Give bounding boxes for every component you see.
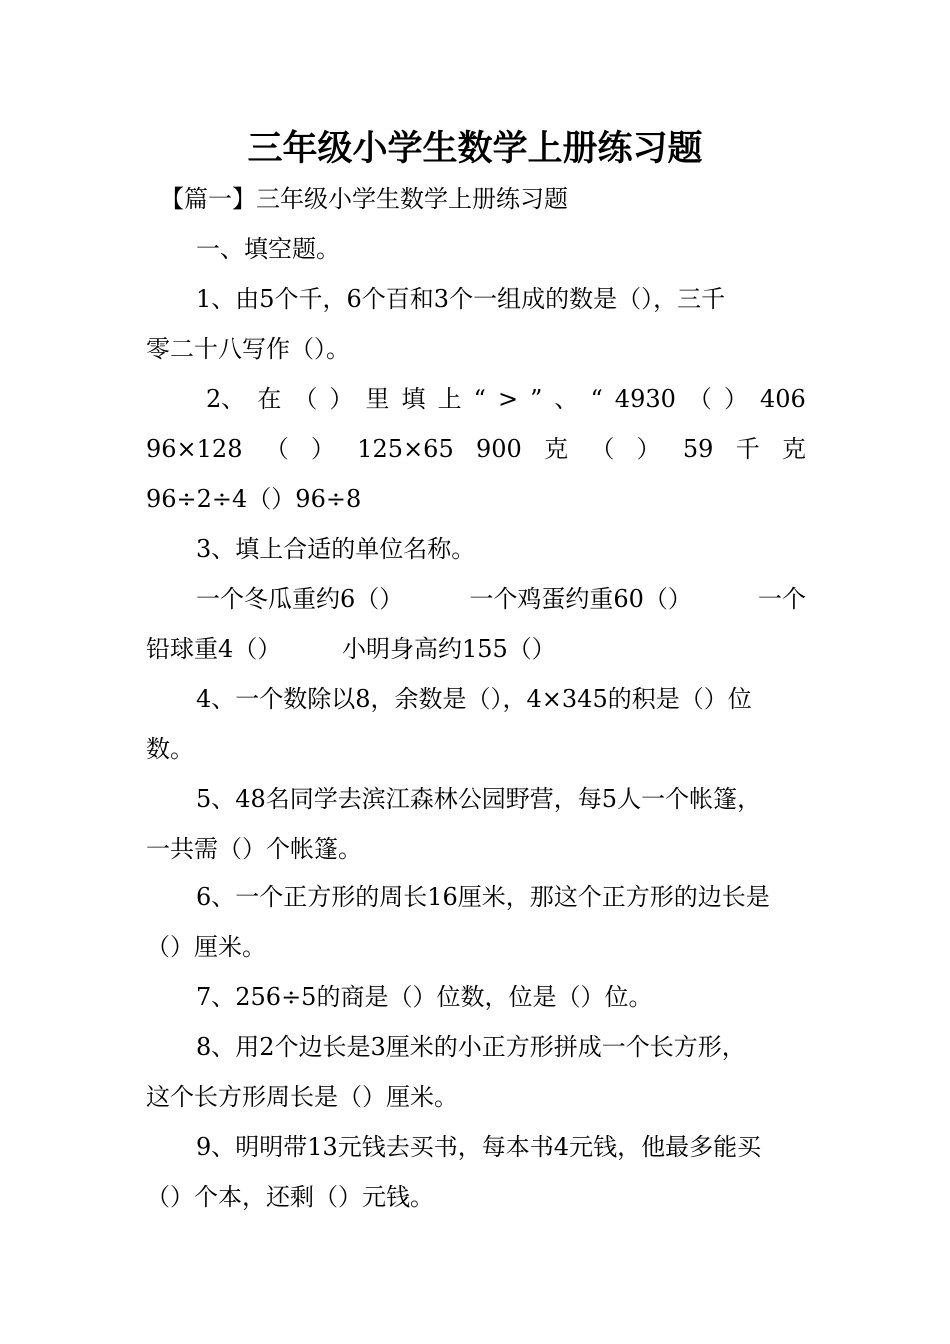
question-9-line-2: （）个本，还剩（）元钱。	[146, 1183, 434, 1211]
question-2-line-1	[206, 382, 806, 416]
question-2-line-1-token: 里	[365, 385, 390, 413]
question-3-line-2-token: 一个冬瓜重约6（）	[196, 585, 404, 613]
question-8-line-2: 这个长方形周长是（）厘米。	[146, 1083, 458, 1111]
question-2-line-1-token: 上	[437, 385, 462, 413]
question-3-line-2-token: 一个鸡蛋约重60（）	[469, 585, 692, 613]
question-6-line-2: （）厘米。	[146, 933, 266, 961]
question-2-line-3: 96÷2÷4（）96÷8	[146, 485, 362, 513]
question-2-line-2-token: 千	[735, 435, 760, 463]
question-2-line-2-token: 克	[781, 435, 806, 463]
question-1-text: 1、由5个千，6个百和3个一组成的数是（），三千	[196, 285, 726, 313]
question-9-line-1: 9、明明带13元钱去买书，每本书4元钱，他最多能买	[196, 1133, 762, 1161]
question-2-line-1-token: 填	[401, 385, 426, 413]
question-2-line-2-token: 96×128	[146, 435, 243, 463]
question-1-line-1	[196, 282, 806, 316]
question-3-heading: 3、填上合适的单位名称。	[196, 535, 476, 563]
question-2-line-2-token: 克	[544, 435, 569, 463]
question-2-line-1-token: （	[687, 385, 712, 413]
question-2-line-1-token: “	[590, 385, 603, 413]
document-title: 三年级小学生数学上册练习题	[247, 129, 703, 169]
question-2-line-1-token: （	[293, 385, 318, 413]
question-5-line-1: 5、48名同学去滨江森林公园野营，每5人一个帐篷，	[196, 785, 762, 813]
question-2-line-1-token: 4930	[614, 385, 676, 413]
question-2-line-1-token: 在	[257, 385, 282, 413]
question-2-line-2-token: 125×65	[357, 435, 454, 463]
question-2-line-1-token: 2、	[206, 385, 246, 413]
question-4-line-2: 数。	[146, 735, 194, 763]
question-7-line-1: 7、256÷5的商是（）位数，位是（）位。	[196, 983, 653, 1011]
question-2-line-1-token: ）	[329, 385, 354, 413]
question-3-line-2-token: 一个	[757, 585, 806, 613]
question-2-line-2-token: （	[590, 435, 615, 463]
question-3-line-3b: 小明身高约155（）	[342, 635, 556, 663]
question-2-line-2-token: 59	[682, 435, 714, 463]
question-3-line-2	[196, 582, 806, 616]
question-2-line-2-token: ）	[636, 435, 661, 463]
question-3-line-3a: 铅球重4（）	[146, 635, 282, 663]
section-heading: 一、填空题。	[196, 235, 340, 263]
question-2-line-2	[146, 432, 806, 466]
question-8-line-1: 8、用2个边长是3厘米的小正方形拼成一个长方形，	[196, 1033, 746, 1061]
question-2-line-2-token: ）	[311, 435, 335, 463]
question-5-line-2: 一共需（）个帐篷。	[146, 835, 362, 863]
question-2-line-1-token: 406	[760, 385, 806, 413]
question-1-line-2: 零二十八写作（）。	[146, 335, 350, 363]
question-2-line-2-token: （	[264, 435, 289, 463]
question-4-line-1: 4、一个数除以8，余数是（），4×345的积是（）位	[196, 685, 752, 713]
question-2-line-1-token: ”	[530, 385, 543, 413]
subtitle: 【篇一】三年级小学生数学上册练习题	[160, 185, 568, 213]
question-2-line-1-token: 、	[554, 385, 579, 413]
question-2-line-2-token: 900	[476, 435, 522, 463]
question-6-line-1: 6、一个正方形的周长16厘米，那这个正方形的边长是	[196, 883, 770, 911]
question-2-line-1-token: “	[473, 385, 486, 413]
question-2-line-1-token: >	[497, 385, 519, 413]
question-2-line-1-token: ）	[723, 385, 748, 413]
